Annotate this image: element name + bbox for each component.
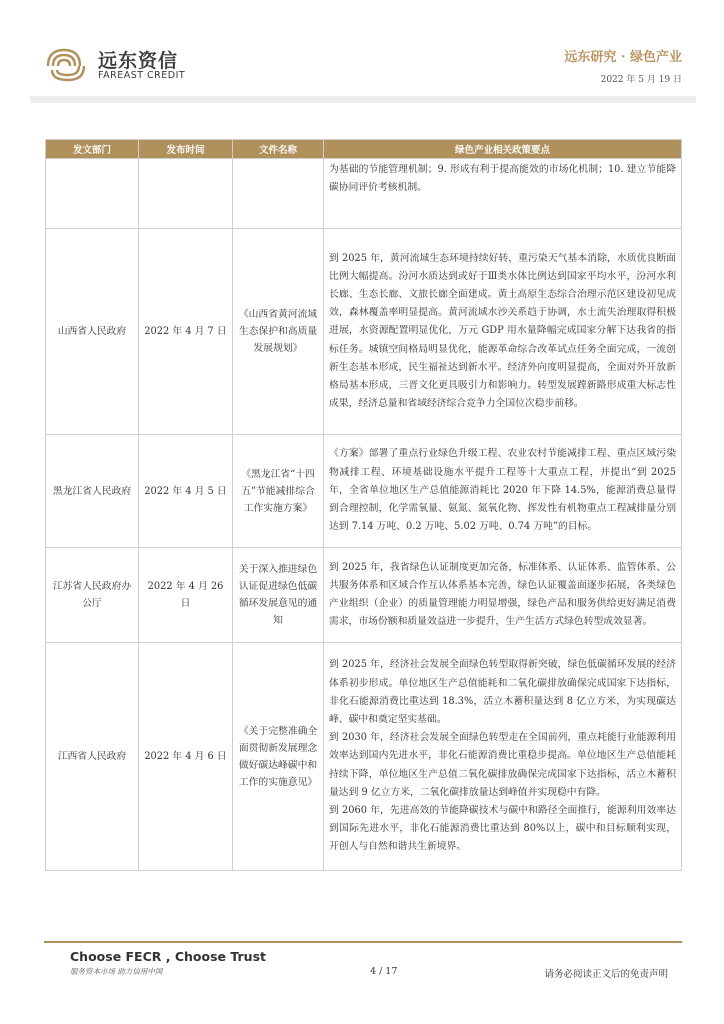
page-number: 4 / 17 — [370, 966, 398, 977]
points-cell — [324, 435, 682, 548]
policy-paragraph: 为基础的节能管理机制；9. 形成有利于提高能效的市场化机制；10. 建立节能降碳协同评价考核机制。 — [329, 164, 676, 194]
dept-cell: 江苏省人民政府办公厅 — [46, 548, 139, 643]
points-cell — [324, 229, 682, 435]
policy-paragraph: 到 2025 年，黄河流域生态环境持续好转，重污染天气基本消除，水质优良断面比例大幅提高。汾河水质达到或好于Ⅲ类水体比例达到国家平均水平，汾河水利长廊、生态长廊、文旅长廊全面建成。黄土高原生态综合治理示范区建设初见成效，森林覆盖率明显提高。黄河流域水沙关系趋于协调，水土流失治理取得积极进展，水资源配置明显优化，万元 GDP 用水量降幅完成国家分解下达我省的指标任务。城镇空间格局明显优化，能源革命综合改革试点任务全面完成，一流创新生态基本形成，民生福祉达到新水平。经济外向度明显提高，全面对外开放新格局基本形成，三晋文化更具吸引力和影响力。转型发展蹚新路形成重大标志性成果，经济总量和省域经济综合竞争力全国位次稳步前移。 — [329, 252, 676, 410]
date-cell — [139, 159, 233, 229]
policy-paragraph: 到 2030 年，经济社会发展全面绿色转型走在全国前列，重点耗能行业能源利用效率达到国内先进水平，非化石能源消费比重稳步提高。单位地区生产总值能耗持续下降，单位地区生产总值二氧化碳排放确保完成国家下达指标，活立木蓄积量达到 9 亿立方米，二氧化碳排放量达到峰值并实现稳中有降。 — [329, 732, 676, 798]
date-cell: 2022 年 4 月 7 日 — [139, 229, 233, 435]
points-cell — [324, 159, 682, 229]
table-row — [46, 159, 682, 229]
date-cell: 2022 年 4 月 6 日 — [139, 643, 233, 871]
page-header — [0, 0, 724, 104]
brand-name-en: FAREAST CREDIT — [98, 70, 186, 81]
column-header-dept: 发文部门 — [46, 140, 139, 159]
fareast-credit-logo-icon — [42, 44, 92, 84]
report-date: 2022 年 5 月 19 日 — [600, 75, 682, 85]
footer-divider — [44, 941, 682, 943]
table-row — [46, 229, 682, 435]
section-title: 远东研究 · 绿色产业 — [564, 50, 682, 65]
dept-cell: 山西省人民政府 — [46, 229, 139, 435]
dept-cell: 黑龙江省人民政府 — [46, 435, 139, 548]
policy-paragraph: 到 2025 年，我省绿色认证制度更加完备，标准体系、认证体系、监管体系、公共服务体系和区域合作互认体系基本完善，绿色认证覆盖面逐步拓展，各类绿色产业组织（企业）的质量管理能力明显增强，绿色产品和服务供给更好满足消费需求，市场份额和质量效益进一步提升，生产生活方式绿色转型成效显著。 — [329, 561, 676, 628]
footer-subslogan: 服务资本市场 助力信用中国 — [70, 967, 163, 976]
table-row — [46, 643, 682, 871]
footer-slogan: Choose FECR , Choose Trust — [70, 949, 266, 964]
dept-cell — [46, 159, 139, 229]
doc-cell: 《山西省黄河流域生态保护和高质量发展规划》 — [233, 229, 324, 435]
table-row — [46, 435, 682, 548]
doc-cell — [233, 159, 324, 229]
dept-cell: 江西省人民政府 — [46, 643, 139, 871]
table-row — [46, 548, 682, 643]
policy-paragraph: 到 2025 年，经济社会发展全面绿色转型取得新突破，绿色低碳循环发展的经济体系初步形成。单位地区生产总值能耗和二氧化碳排放确保完成国家下达指标，非化石能源消费比重达到 18.3%，活立木蓄积量达到 8 亿立方米，为实现碳达峰、碳中和奠定坚实基础。 — [329, 659, 676, 725]
policy-paragraph: 《方案》部署了重点行业绿色升级工程、农业农村节能减排工程、重点区域污染物减排工程、环境基础设施水平提升工程等十大重点工程，并提出“到 2025 年，全省单位地区生产总值能源消耗比 2020 年下降 14.5%，能源消费总量得到合理控制，化学需氧量、氨氮、氮氧化物、挥发性有机物重点工程减排量分别达到 7.14 万吨、0.2 万吨、5.02 万吨、0.74 万吨”的目标。 — [329, 448, 676, 533]
points-cell — [324, 643, 682, 871]
doc-cell: 关于深入推进绿色认证促进绿色低碳循环发展意见的通知 — [233, 548, 324, 643]
brand-name-cn: 远东资信 — [98, 50, 179, 72]
date-cell: 2022 年 4 月 5 日 — [139, 435, 233, 548]
column-header-points: 绿色产业相关政策要点 — [324, 140, 682, 159]
column-header-doc: 文件名称 — [233, 140, 324, 159]
policy-paragraph: 到 2060 年，先进高效的节能降碳技术与碳中和路径全面推行，能源利用效率达到国际先进水平，非化石能源消费比重达到 80%以上，碳中和目标顺利实现，开创人与自然和谐共生新境界。 — [329, 805, 676, 853]
disclaimer-link: 请务必阅读正文后的免责声明 — [544, 969, 668, 980]
doc-cell: 《黑龙江省“十四五”节能减排综合工作实施方案》 — [233, 435, 324, 548]
header-divider — [30, 96, 696, 103]
policy-table — [45, 139, 682, 871]
points-cell — [324, 548, 682, 643]
doc-cell: 《关于完整准确全面贯彻新发展理念做好碳达峰碳中和工作的实施意见》 — [233, 643, 324, 871]
column-header-date: 发布时间 — [139, 140, 233, 159]
table-header-row — [46, 140, 682, 159]
date-cell: 2022 年 4 月 26 日 — [139, 548, 233, 643]
